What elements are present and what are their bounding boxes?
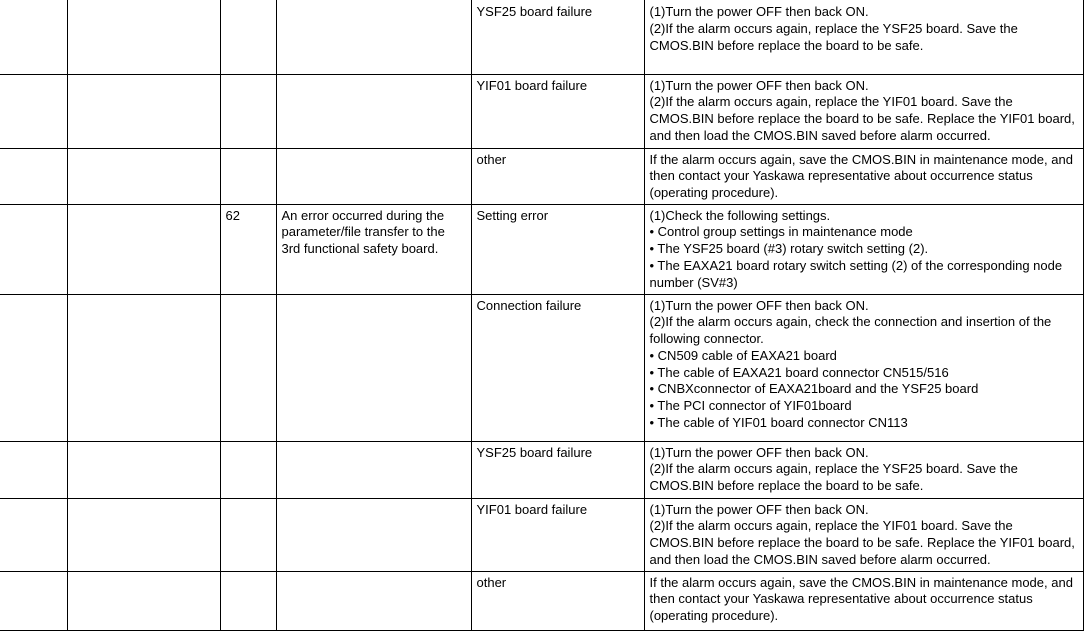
remedy-line: (2)If the alarm occurs again, replace the YIF01 board. Save the CMOS.BIN before replace the board to be safe. Replace the YIF01 board, and then load the CMOS.BIN saved before alarm occurred. [649, 94, 1075, 143]
remedy-line: • The cable of YIF01 board connector CN113 [649, 415, 908, 431]
table-row [0, 0, 1083, 74]
cell-cause: Setting error [471, 204, 644, 294]
cell-cause: YSF25 board failure [471, 441, 644, 498]
cell-sub-code [220, 571, 276, 630]
remedy-line: (2)If the alarm occurs again, replace the YIF01 board. Save the CMOS.BIN before replace the board to be safe. Replace the YIF01 board, and then load the CMOS.BIN saved before alarm occurred. [649, 518, 1075, 567]
remedy-line: (1)Turn the power OFF then back ON. [649, 77, 869, 93]
cell-remedy [644, 74, 1083, 148]
cell-sub-code [220, 148, 276, 204]
remedy-line: (1)Check the following settings. [649, 207, 831, 223]
table-row [0, 441, 1083, 498]
table-row [0, 204, 1083, 294]
remedy-line: (1)Turn the power OFF then back ON. [649, 297, 869, 313]
cell-sub-code: 62 [220, 204, 276, 294]
cell-meaning [276, 571, 471, 630]
cell-col1 [0, 74, 67, 148]
cell-col1 [0, 204, 67, 294]
table-row [0, 294, 1083, 441]
remedy-line: • Control group settings in maintenance mode [649, 224, 913, 240]
remedy-line: • The YSF25 board (#3) rotary switch setting (2). [649, 241, 929, 257]
cell-cause: Connection failure [471, 294, 644, 441]
cell-col1 [0, 0, 67, 74]
cell-sub-code [220, 74, 276, 148]
cell-col1 [0, 441, 67, 498]
cell-sub-code [220, 0, 276, 74]
cell-remedy [644, 0, 1083, 74]
remedy-line: (1)Turn the power OFF then back ON. [649, 501, 869, 517]
remedy-line: • CN509 cable of EAXA21 board [649, 347, 837, 363]
cell-meaning [276, 74, 471, 148]
cell-remedy [644, 294, 1083, 441]
cell-col2 [67, 498, 220, 571]
remedy-line: • The PCI connector of YIF01board [649, 398, 852, 414]
cell-sub-code [220, 498, 276, 571]
cell-col1 [0, 571, 67, 630]
cell-remedy [644, 148, 1083, 204]
cell-meaning [276, 148, 471, 204]
cell-cause: YIF01 board failure [471, 498, 644, 571]
cell-sub-code [220, 294, 276, 441]
table-row [0, 74, 1083, 148]
cell-cause: YIF01 board failure [471, 74, 644, 148]
cell-meaning [276, 441, 471, 498]
cell-col2 [67, 204, 220, 294]
remedy-line: (2)If the alarm occurs again, check the connection and insertion of the following connector. [649, 314, 1052, 347]
remedy-line: If the alarm occurs again, save the CMOS.BIN in maintenance mode, and then contact your Yaskawa representative about occurrence status (operating procedure). [649, 151, 1073, 201]
remedy-line: If the alarm occurs again, save the CMOS.BIN in maintenance mode, and then contact your Yaskawa representative about occurrence status (operating procedure). [649, 574, 1073, 624]
remedy-line: • The cable of EAXA21 board connector CN515/516 [649, 364, 949, 380]
cell-meaning: An error occurred during the parameter/file transfer to the 3rd functional safety board. [276, 204, 471, 294]
cell-col1 [0, 148, 67, 204]
cell-cause: YSF25 board failure [471, 0, 644, 74]
cell-sub-code [220, 441, 276, 498]
cell-cause: other [471, 571, 644, 630]
cell-col2 [67, 0, 220, 74]
cell-remedy [644, 441, 1083, 498]
remedy-line: • CNBXconnector of EAXA21board and the YSF25 board [649, 381, 979, 397]
cell-remedy [644, 204, 1083, 294]
cell-meaning [276, 294, 471, 441]
cell-col2 [67, 74, 220, 148]
cell-col2 [67, 571, 220, 630]
cell-col2 [67, 441, 220, 498]
remedy-line: (2)If the alarm occurs again, replace the YSF25 board. Save the CMOS.BIN before replace the board to be safe. [649, 20, 1018, 53]
remedy-line: (1)Turn the power OFF then back ON. [649, 4, 869, 19]
table-row [0, 498, 1083, 571]
cell-remedy [644, 571, 1083, 630]
remedy-line: (2)If the alarm occurs again, replace the YSF25 board. Save the CMOS.BIN before replace the board to be safe. [649, 461, 1018, 494]
cell-col1 [0, 498, 67, 571]
cell-col1 [0, 294, 67, 441]
remedy-line: (1)Turn the power OFF then back ON. [649, 444, 869, 460]
cell-col2 [67, 294, 220, 441]
table-row [0, 148, 1083, 204]
cell-meaning [276, 498, 471, 571]
table-row [0, 571, 1083, 630]
remedy-line: • The EAXA21 board rotary switch setting (2) of the corresponding node number (SV#3) [649, 257, 1063, 290]
cell-meaning [276, 0, 471, 74]
cell-remedy [644, 498, 1083, 571]
cell-col2 [67, 148, 220, 204]
cell-cause: other [471, 148, 644, 204]
